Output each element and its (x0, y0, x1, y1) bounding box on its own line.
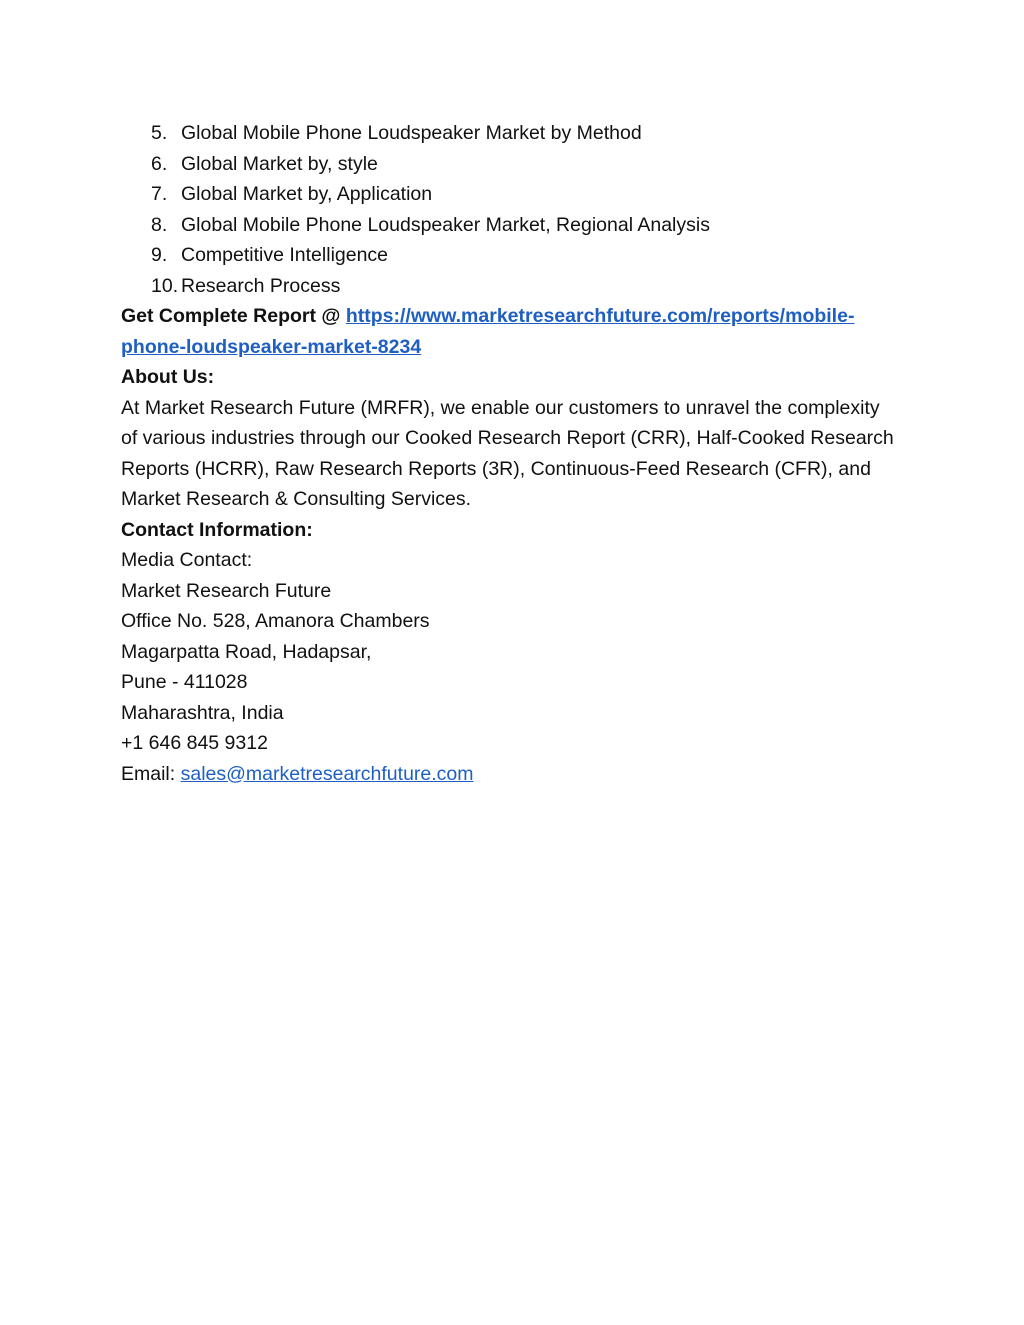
toc-item-text: Research Process (181, 274, 341, 297)
toc-item-number: 7. (151, 183, 168, 205)
contact-heading: Contact Information: (121, 518, 313, 541)
city-address: Pune - 411028 (121, 671, 248, 693)
table-of-contents-list (121, 118, 911, 301)
toc-item (121, 210, 911, 241)
report-label: Get Complete Report @ (121, 305, 346, 327)
toc-item-text: Global Mobile Phone Loudspeaker Market, Regional Analysis (181, 213, 710, 236)
toc-item-number: 6. (151, 152, 168, 175)
media-contact-label: Media Contact: (121, 549, 253, 571)
about-text-line: Market Research & Consulting Services. (121, 488, 472, 510)
toc-item-number: 9. (151, 244, 168, 266)
toc-item-text: Global Mobile Phone Loudspeaker Market by Method (181, 122, 642, 144)
email-link[interactable]: sales@marketresearchfuture.com (180, 762, 474, 785)
toc-item (121, 118, 911, 149)
email-line (121, 759, 911, 790)
toc-item (121, 271, 911, 302)
about-text-line: of various industries through our Cooked Research Report (CRR), Half-Cooked Research (121, 427, 894, 449)
report-link-line-2 (121, 332, 911, 363)
report-link-part2[interactable]: phone-loudspeaker-market-8234 (121, 335, 422, 358)
toc-item-text: Global Market by, style (181, 152, 378, 175)
toc-item-number: 5. (151, 122, 168, 144)
toc-item-number: 10. (151, 274, 179, 297)
office-address: Office No. 528, Amanora Chambers (121, 610, 430, 632)
toc-item (121, 240, 911, 271)
about-text-line: Reports (HCRR), Raw Research Reports (3R), Continuous-Feed Research (CFR), and (121, 457, 871, 480)
report-link-part1[interactable]: https://www.marketresearchfuture.com/reports/mobile- (345, 305, 855, 327)
phone-number: +1 646 845 9312 (121, 732, 268, 754)
toc-item-text: Competitive Intelligence (181, 244, 389, 266)
about-heading: About Us: (121, 366, 215, 388)
toc-item (121, 179, 911, 210)
state-address: Maharashtra, India (121, 701, 284, 724)
company-name: Market Research Future (121, 579, 332, 602)
document-page (121, 118, 911, 789)
toc-item (121, 149, 911, 180)
toc-item-text: Global Market by, Application (181, 183, 433, 205)
email-label: Email: (121, 762, 181, 785)
about-text-line: At Market Research Future (MRFR), we enable our customers to unravel the complexity (121, 396, 880, 419)
toc-item-number: 8. (151, 213, 168, 236)
road-address: Magarpatta Road, Hadapsar, (121, 640, 372, 663)
report-link-line (121, 301, 911, 332)
